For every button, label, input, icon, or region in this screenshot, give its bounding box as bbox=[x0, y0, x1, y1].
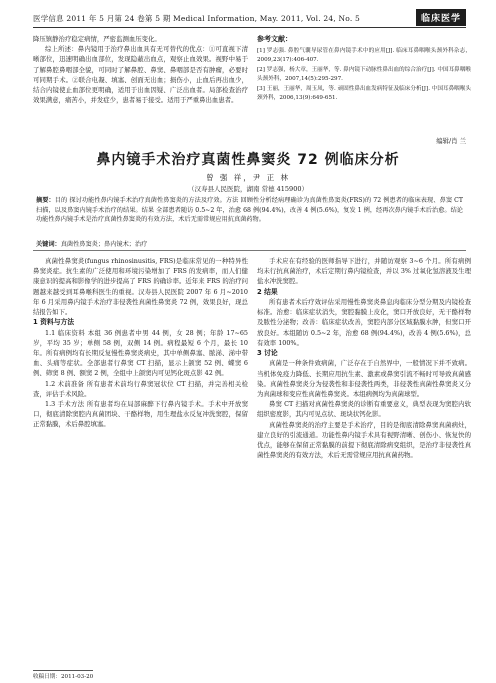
abstract-label: 摘要： bbox=[36, 197, 55, 204]
journal-issue-line: 医学信息 2011 年 5 月第 24 卷第 5 期 Medical Information, May. 2011, Vol. 24, No. 5 bbox=[33, 14, 361, 23]
paragraph: 真菌是一种条件致病菌，广泛存在于自然界中，一般情况下并不致病。当机体免疫力降低、长期应用抗生素、激素或鼻窦引流不畅时可导致真菌感染。真菌性鼻窦炎分为侵袭性和非侵袭性两类，非侵袭性真菌性鼻窦炎又分为真菌球和变应性真菌性鼻窦炎。本组病例均为真菌球型。 bbox=[257, 359, 471, 399]
body-column-left bbox=[33, 256, 248, 666]
running-header bbox=[33, 6, 466, 28]
article-authors: 曾 强 祥，尹 正 林 bbox=[205, 173, 291, 182]
previous-article-conclusion bbox=[33, 34, 248, 144]
body-column-right bbox=[257, 256, 471, 676]
paragraph: 1.1 临床资料 本组 36 例患者中男 44 例，女 28 例；年龄 17~65 岁，平均 35 岁；单侧 58 例，双侧 14 例。病程最短 6 个月，最长 10 年。所有病例均有长期反复慢性鼻窦炎病史，其中单侧鼻塞、脓涕、涕中带血、头痛等症状。全部患者行鼻窦 CT 扫描，显示上颌窦 52 例、蝶窦 6 例、筛窦 8 例、额窦 2 例，全组中上颌窦内可见钙化斑点影 42 例。 bbox=[33, 328, 248, 378]
reference-item: [2] 罗志强，杨大章，王丽华，等. 鼻内镜下动脉性鼻出血的综合治疗[J]. 中国耳鼻咽喉头颈外科，2007,14(5):295-297. bbox=[257, 67, 471, 82]
abstract bbox=[36, 196, 463, 238]
keywords bbox=[36, 239, 463, 248]
paragraph: 鼻窦 CT 扫描对真菌性鼻窦炎的诊断有重要意义，典型表现为窦腔内软组织密度影，其内可见点状、斑块状钙化影。 bbox=[257, 400, 471, 419]
keywords-label: 关键词： bbox=[36, 241, 61, 248]
received-date-footnote: 收稿日期：2011-03-20 bbox=[33, 670, 93, 680]
references-title: 参考文献： bbox=[257, 34, 292, 43]
section-heading: 3 讨论 bbox=[257, 349, 278, 358]
paragraph: 所有患者术后疗效评估采用慢性鼻窦炎鼻息肉临床分型分期及内镜检查标准。治愈：临床症状消失，窦腔黏膜上皮化，窦口开放良好，无干酪样物及脓性分泌物；改善：临床症状改善，窦腔内部分区域黏膜水肿，但窦口开放良好。本组随访 0.5~2 年，治愈 68 例(94.4%)，改善 4 例(5.6%)，总有效率 100%。 bbox=[257, 298, 471, 347]
reference-item: [3] 王丽，王丽华，周玉凤，等. 顽固性鼻出血发病特征及临床分析[J]. 中国耳鼻咽喉头颈外科，2006,13(9):649-651. bbox=[257, 86, 471, 101]
paragraph: 降压镇静治疗稳定病情，严密监测血压变化。 bbox=[33, 35, 161, 43]
paragraph: 真菌性鼻窦炎的治疗主要是手术治疗，目的是彻底清除鼻窦真菌病灶，建立良好的引流通道。功能性鼻内镜手术具有视野清晰、创伤小、恢复快的优点，能够在保留正常黏膜的前提下彻底清除病变组织，是治疗非侵袭性真菌性鼻窦炎的有效方法，术后无需常规应用抗真菌药物。 bbox=[257, 420, 471, 460]
paragraph: 真菌性鼻窦炎(fungus rhinosinusitis, FRS)是临床常见的一种特异性鼻窦炎症。抗生素的广泛使用和环境污染增加了 FRS 的发病率，而人们健康意识的提高和影像学的进步提高了 FRS 的确诊率。近年来 FRS 的治疗问题越来越受到耳鼻喉科医生的重视。汉寿县人民医院 2007 年 6 月~2010 年 6 月采用鼻内镜手术治疗非侵袭性真菌性鼻窦炎 72 例，效果良好，现总结报告如下。 bbox=[33, 257, 248, 317]
keywords-text: 真菌性鼻窦炎；鼻内镜术；治疗 bbox=[60, 241, 148, 248]
section-heading: 1 资料与方法 bbox=[33, 318, 75, 327]
reference-item: [1] 罗志强. 鼻腔气囊导尿管在鼻内镜手术中的应用[J]. 临床耳鼻咽喉头颈外科杂志，2009,23(17):406-407. bbox=[257, 48, 471, 63]
editor-credit: 编辑/肖 兰 bbox=[436, 137, 466, 145]
references-block bbox=[257, 34, 471, 104]
paragraph: 手术应在有经验的医师指导下进行，并随访观察 3~6 个月。所有病例均未行抗真菌治疗，术后定期行鼻内镜检查，并以 3% 过氧化氢溶液及生理盐水冲洗窦腔。 bbox=[257, 257, 471, 286]
article-affiliation: （汉寿县人民医院，湖南 常德 415900） bbox=[188, 185, 308, 193]
paragraph: 综上所述：鼻内镜用于治疗鼻出血具有无可替代的优点：①可直视下清晰部位，迅速明确出血部位，发现隐蔽出血点，观察止血效果。视野中易于了解鼻腔鼻咽部全貌，可同时了解鼻腔、鼻窦、鼻咽部是否有肿瘤，必要时可同期手术。②联合电凝、填塞、创面无出血；损伤小，止血后再出血少，结合内镜使止血部位更明确，适用于出血因疑、广泛出血者。局部检查治疗效果满意，痛苦小，并发症少，患者易于接受。适用于严重鼻出血患者。 bbox=[33, 45, 248, 105]
article-title: 鼻内镜手术治疗真菌性鼻窦炎 72 例临床分析 bbox=[96, 152, 400, 168]
abstract-text: 目的 探讨功能性鼻内镜手术治疗真菌性鼻窦炎的方法及疗效。方法 回顾性分析经病理确诊为真菌性鼻窦炎(FRS)的 72 例患者的临床表现、鼻窦 CT 扫描，以及鼻窦内镜手术治疗的结果。结果 全部患者随访 0.5~2 年，治愈 68 例(94.4%)，改善 4 例(5.6%)，复发 1 例，经再次鼻内镜手术后治愈。结论 功能性鼻内镜手术是治疗真菌性鼻窦炎的有效方法，术后无需常规应用抗真菌药物。 bbox=[36, 197, 463, 224]
divider bbox=[33, 250, 466, 251]
section-heading: 2 结果 bbox=[257, 287, 278, 296]
paragraph: 1.2 术前准备 所有患者术前均行鼻窦冠状位 CT 扫描，并完善相关检查，评估手术风险。 bbox=[33, 379, 248, 398]
section-badge: 临床医学 bbox=[416, 9, 466, 26]
paragraph: 1.3 手术方法 所有患者均在局部麻醉下行鼻内镜手术。手术中开放窦口，彻底清除窦腔内真菌团块、干酪样物，用生理盐水反复冲洗窦腔，保留正常黏膜，术后鼻腔填塞。 bbox=[33, 400, 248, 429]
